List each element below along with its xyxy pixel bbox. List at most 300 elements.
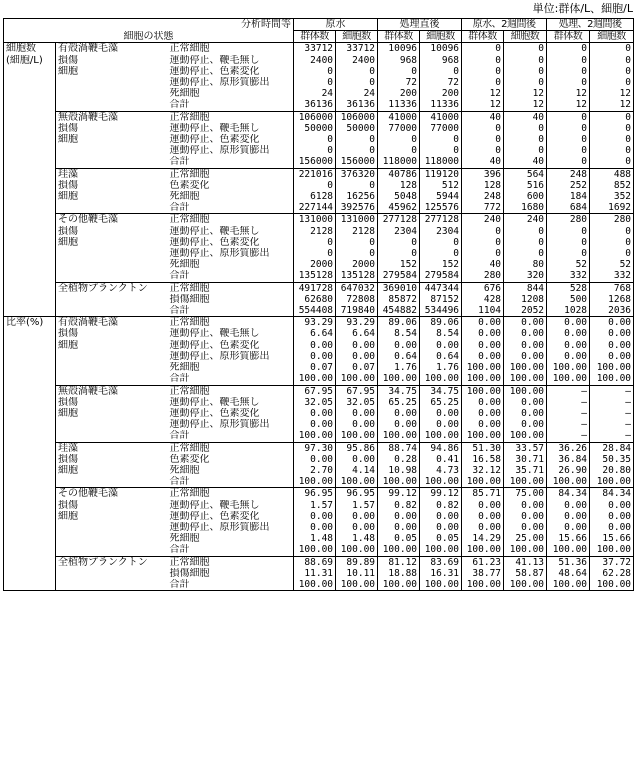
value-cell: 24: [336, 88, 378, 99]
state-label: 運動停止、原形質膨出: [169, 419, 270, 431]
value-cell: 0.00: [378, 522, 420, 533]
group-label: 珪藻: [56, 442, 168, 454]
value-cell: 0: [590, 226, 634, 237]
value-cell: 41.13: [504, 556, 547, 568]
value-cell: 100.00: [462, 544, 504, 556]
value-cell: 5048: [378, 191, 420, 202]
value-cell: 0.00: [378, 511, 420, 522]
section-label: [4, 442, 56, 454]
value-cell: 0: [504, 66, 547, 77]
value-cell: 534496: [420, 305, 462, 317]
header-group-treated: 処理直後: [378, 19, 462, 31]
value-cell: 227144: [294, 202, 336, 214]
value-cell: 0.00: [462, 397, 504, 408]
value-cell: 0: [462, 55, 504, 66]
value-cell: 1.57: [336, 500, 378, 511]
value-cell: 0: [504, 248, 547, 259]
group-label: 全植物プランクトン: [56, 556, 168, 568]
group-label: [56, 77, 168, 88]
value-cell: 0: [294, 134, 336, 145]
value-cell: 118000: [420, 156, 462, 168]
value-cell: 85.71: [462, 488, 504, 500]
value-cell: 1.57: [294, 500, 336, 511]
value-cell: 0.00: [420, 522, 462, 533]
state-label: 運動停止、鞭毛無し: [169, 225, 260, 237]
state-label: 正常細胞: [168, 168, 294, 180]
state-label: 運動停止、色素変化: [169, 510, 260, 522]
group-label: 全植物プランクトン: [56, 282, 168, 294]
value-cell: 0: [462, 226, 504, 237]
value-cell: 33712: [336, 43, 378, 55]
value-cell: 1268: [590, 294, 634, 305]
table-row: [4, 373, 634, 385]
value-cell: 0: [420, 134, 462, 145]
value-cell: 152: [420, 259, 462, 270]
value-cell: 0.00: [590, 511, 634, 522]
value-cell: 0: [462, 77, 504, 88]
group-label: 有殻渦鞭毛藻: [56, 43, 168, 55]
table-row: [4, 442, 634, 454]
value-cell: 528: [547, 282, 590, 294]
value-cell: 684: [547, 202, 590, 214]
table-row: [4, 202, 634, 214]
section-label: [4, 111, 56, 123]
value-cell: 1208: [504, 294, 547, 305]
table-row: [4, 568, 634, 579]
value-cell: 5944: [420, 191, 462, 202]
group-label: [56, 522, 168, 533]
value-cell: 99.12: [420, 488, 462, 500]
value-cell: 0: [462, 66, 504, 77]
table-row: [4, 180, 634, 191]
value-cell: 135128: [336, 270, 378, 282]
value-cell: 88.69: [294, 556, 336, 568]
value-cell: 0.00: [294, 419, 336, 430]
value-cell: 100.00: [294, 373, 336, 385]
value-cell: 1.76: [420, 362, 462, 373]
state-label: 正常細胞: [168, 214, 294, 226]
group-label: 損傷: [56, 55, 168, 66]
value-cell: 392576: [336, 202, 378, 214]
value-cell: 12: [547, 99, 590, 111]
value-cell: 968: [378, 55, 420, 66]
value-cell: 0: [590, 156, 634, 168]
value-cell: 396: [462, 168, 504, 180]
value-cell: 968: [420, 55, 462, 66]
value-cell: 16256: [336, 191, 378, 202]
value-cell: 100.00: [420, 373, 462, 385]
value-cell: 100.00: [378, 430, 420, 442]
value-cell: 100.00: [336, 476, 378, 488]
value-cell: 12: [462, 99, 504, 111]
table-row: [4, 397, 634, 408]
value-cell: 40: [504, 111, 547, 123]
table-row: [4, 248, 634, 259]
value-cell: 0.00: [547, 340, 590, 351]
value-cell: 84.34: [547, 488, 590, 500]
group-label: [56, 419, 168, 430]
header-subcol: 群体数: [378, 31, 420, 43]
value-cell: 0: [336, 66, 378, 77]
group-label: [56, 351, 168, 362]
value-cell: —: [547, 397, 590, 408]
value-cell: 40: [462, 111, 504, 123]
value-cell: 152: [378, 259, 420, 270]
value-cell: 332: [547, 270, 590, 282]
value-cell: 50.35: [590, 454, 634, 465]
state-label: 死細胞: [169, 362, 200, 374]
value-cell: 0: [547, 248, 590, 259]
table-row: [4, 430, 634, 442]
value-cell: 41000: [378, 111, 420, 123]
value-cell: 15.66: [547, 533, 590, 544]
section-label: [4, 500, 56, 511]
state-label: 合計: [169, 99, 190, 111]
value-cell: 100.00: [547, 544, 590, 556]
value-cell: 0: [378, 66, 420, 77]
value-cell: 100.00: [378, 579, 420, 591]
state-label: 運動停止、原形質膨出: [169, 248, 270, 260]
value-cell: 67.95: [336, 385, 378, 397]
value-cell: 184: [547, 191, 590, 202]
value-cell: 0.41: [420, 454, 462, 465]
group-label: 細胞: [56, 237, 168, 248]
value-cell: 0.07: [336, 362, 378, 373]
value-cell: 0.00: [590, 500, 634, 511]
group-label: 有殻渦鞭毛藻: [56, 317, 168, 329]
group-label: 細胞: [56, 408, 168, 419]
value-cell: 119120: [420, 168, 462, 180]
value-cell: 83.69: [420, 556, 462, 568]
value-cell: 0.07: [294, 362, 336, 373]
value-cell: 352: [590, 191, 634, 202]
data-table: [3, 18, 634, 591]
value-cell: 2304: [378, 226, 420, 237]
header-group-raw-2w: 原水、2週間後: [462, 19, 547, 31]
state-label: 合計: [169, 430, 190, 442]
group-label: [56, 145, 168, 156]
value-cell: 0.00: [294, 454, 336, 465]
value-cell: 99.12: [378, 488, 420, 500]
group-label: 無殻渦鞭毛藻: [56, 385, 168, 397]
value-cell: 0: [590, 145, 634, 156]
value-cell: 320: [504, 270, 547, 282]
table-row: [4, 362, 634, 373]
value-cell: 94.86: [420, 442, 462, 454]
value-cell: 332: [590, 270, 634, 282]
value-cell: 1.48: [336, 533, 378, 544]
state-label: 正常細胞: [168, 442, 294, 454]
group-label: 細胞: [56, 465, 168, 476]
table-row: [4, 408, 634, 419]
value-cell: 100.00: [590, 544, 634, 556]
header-row-1: [4, 19, 634, 31]
value-cell: 131000: [294, 214, 336, 226]
value-cell: 0: [504, 123, 547, 134]
group-label: 無殻渦鞭毛藻: [56, 111, 168, 123]
value-cell: 100.00: [462, 476, 504, 488]
value-cell: 0: [336, 237, 378, 248]
state-label: 合計: [168, 579, 294, 591]
group-label: 損傷: [56, 180, 168, 191]
section-label: [4, 180, 56, 191]
value-cell: 248: [462, 191, 504, 202]
value-cell: 200: [420, 88, 462, 99]
value-cell: 500: [547, 294, 590, 305]
value-cell: 719840: [336, 305, 378, 317]
value-cell: 0: [294, 77, 336, 88]
group-label: [56, 579, 168, 591]
value-cell: 81.12: [378, 556, 420, 568]
value-cell: 4.73: [420, 465, 462, 476]
value-cell: 564: [504, 168, 547, 180]
value-cell: 12: [590, 99, 634, 111]
table-row: [4, 270, 634, 282]
value-cell: 0.00: [547, 500, 590, 511]
value-cell: 100.00: [294, 579, 336, 591]
value-cell: 156000: [336, 156, 378, 168]
value-cell: 0: [378, 145, 420, 156]
state-label: 運動停止、色素変化: [169, 134, 260, 146]
group-label: [56, 373, 168, 385]
value-cell: 0.00: [294, 522, 336, 533]
value-cell: 100.00: [420, 544, 462, 556]
value-cell: 0.00: [504, 328, 547, 339]
state-label: 運動停止、色素変化: [169, 407, 260, 419]
header-row-2: [4, 31, 634, 43]
value-cell: 447344: [420, 282, 462, 294]
value-cell: 0: [504, 237, 547, 248]
value-cell: 0.00: [420, 419, 462, 430]
header-state-label: 細胞の状態: [4, 31, 294, 43]
table-row: [4, 99, 634, 111]
value-cell: 0: [504, 226, 547, 237]
value-cell: 240: [462, 214, 504, 226]
value-cell: 676: [462, 282, 504, 294]
state-label: 合計: [169, 544, 190, 556]
state-label: 死細胞: [169, 191, 200, 203]
value-cell: 52: [547, 259, 590, 270]
value-cell: 0.00: [462, 419, 504, 430]
value-cell: 0.00: [378, 408, 420, 419]
value-cell: 0.00: [336, 340, 378, 351]
value-cell: 0: [462, 145, 504, 156]
value-cell: 6.64: [336, 328, 378, 339]
section-label: [4, 511, 56, 522]
value-cell: 65.25: [378, 397, 420, 408]
value-cell: 0.00: [336, 351, 378, 362]
value-cell: 96.95: [336, 488, 378, 500]
section-label: [4, 237, 56, 248]
value-cell: 0.00: [462, 522, 504, 533]
value-cell: 62.28: [590, 568, 634, 579]
value-cell: 2400: [294, 55, 336, 66]
table-row: [4, 317, 634, 329]
value-cell: 516: [504, 180, 547, 191]
header-group-treated-2w: 処理、2週間後: [547, 19, 634, 31]
value-cell: 15.66: [590, 533, 634, 544]
value-cell: 50000: [336, 123, 378, 134]
group-label: 損傷: [56, 226, 168, 237]
section-label: [4, 168, 56, 180]
state-label: 合計: [169, 270, 190, 282]
value-cell: 36136: [336, 99, 378, 111]
state-label: 運動停止、鞭毛無し: [169, 328, 260, 340]
state-label: 運動停止、原形質膨出: [169, 145, 270, 157]
table-row: [4, 454, 634, 465]
state-label: 損傷細胞: [169, 293, 210, 305]
section-label: [4, 156, 56, 168]
value-cell: 2128: [294, 226, 336, 237]
value-cell: 16.31: [420, 568, 462, 579]
value-cell: 11336: [378, 99, 420, 111]
value-cell: 33712: [294, 43, 336, 55]
value-cell: 0: [420, 248, 462, 259]
value-cell: 0: [547, 123, 590, 134]
state-label: 運動停止、原形質膨出: [169, 350, 270, 362]
section-label: [4, 579, 56, 591]
value-cell: 0: [590, 123, 634, 134]
value-cell: 0.00: [420, 511, 462, 522]
table-row: [4, 66, 634, 77]
value-cell: 10096: [420, 43, 462, 55]
value-cell: 93.29: [336, 317, 378, 329]
value-cell: 0: [547, 237, 590, 248]
value-cell: 100.00: [378, 373, 420, 385]
value-cell: 97.30: [294, 442, 336, 454]
value-cell: 100.00: [462, 430, 504, 442]
value-cell: 0: [462, 237, 504, 248]
value-cell: 0: [462, 43, 504, 55]
value-cell: 20.80: [590, 465, 634, 476]
section-label: [4, 397, 56, 408]
section-label: [4, 259, 56, 270]
value-cell: 2000: [294, 259, 336, 270]
value-cell: 0.00: [462, 500, 504, 511]
value-cell: 62680: [294, 294, 336, 305]
value-cell: 252: [547, 180, 590, 191]
value-cell: 454882: [378, 305, 420, 317]
state-label: 正常細胞: [168, 317, 294, 329]
value-cell: 51.30: [462, 442, 504, 454]
value-cell: 58.87: [504, 568, 547, 579]
table-row: [4, 134, 634, 145]
section-label: [4, 134, 56, 145]
group-label: 損傷: [56, 454, 168, 465]
state-label: 運動停止、色素変化: [169, 339, 260, 351]
value-cell: 0.00: [462, 340, 504, 351]
table-row: [4, 168, 634, 180]
group-label: 損傷: [56, 123, 168, 134]
value-cell: 0: [547, 226, 590, 237]
value-cell: 128: [462, 180, 504, 191]
group-label: [56, 430, 168, 442]
value-cell: 279584: [420, 270, 462, 282]
section-label: [4, 556, 56, 568]
value-cell: 491728: [294, 282, 336, 294]
value-cell: 16.58: [462, 454, 504, 465]
value-cell: 100.00: [504, 362, 547, 373]
value-cell: 512: [420, 180, 462, 191]
section-label: [4, 214, 56, 226]
table-row: [4, 43, 634, 55]
table-row: [4, 214, 634, 226]
value-cell: 0.00: [420, 340, 462, 351]
value-cell: 12: [504, 88, 547, 99]
state-label: 色素変化: [169, 453, 210, 465]
value-cell: 100.00: [378, 544, 420, 556]
value-cell: 1.48: [294, 533, 336, 544]
value-cell: 0.64: [420, 351, 462, 362]
value-cell: 0: [378, 248, 420, 259]
value-cell: 0.00: [378, 340, 420, 351]
value-cell: 0.00: [547, 511, 590, 522]
table-row: [4, 145, 634, 156]
value-cell: 0.00: [547, 351, 590, 362]
value-cell: 240: [504, 214, 547, 226]
value-cell: 41000: [420, 111, 462, 123]
value-cell: 0: [547, 145, 590, 156]
table-row: [4, 123, 634, 134]
value-cell: 0: [590, 248, 634, 259]
group-label: 珪藻: [56, 168, 168, 180]
section-label: [4, 305, 56, 317]
value-cell: 33.57: [504, 442, 547, 454]
value-cell: 1692: [590, 202, 634, 214]
group-label: [56, 248, 168, 259]
table-body: [4, 43, 634, 591]
group-label: [56, 568, 168, 579]
value-cell: 0: [590, 55, 634, 66]
state-label: 正常細胞: [168, 111, 294, 123]
value-cell: 156000: [294, 156, 336, 168]
value-cell: 600: [504, 191, 547, 202]
section-label: [4, 430, 56, 442]
table-row: [4, 385, 634, 397]
section-label: [4, 488, 56, 500]
value-cell: 12: [590, 88, 634, 99]
value-cell: 0.00: [590, 328, 634, 339]
value-cell: 128: [378, 180, 420, 191]
value-cell: 100.00: [547, 579, 590, 591]
value-cell: 40786: [378, 168, 420, 180]
value-cell: 4.14: [336, 465, 378, 476]
value-cell: 0.00: [294, 340, 336, 351]
value-cell: 0: [294, 145, 336, 156]
section-label: [4, 465, 56, 476]
value-cell: 0.00: [504, 340, 547, 351]
value-cell: 25.00: [504, 533, 547, 544]
section-label: [4, 476, 56, 488]
value-cell: —: [590, 430, 634, 442]
value-cell: 95.86: [336, 442, 378, 454]
value-cell: 72: [378, 77, 420, 88]
value-cell: 0: [336, 77, 378, 88]
value-cell: 0: [504, 134, 547, 145]
value-cell: 0.00: [590, 522, 634, 533]
value-cell: 118000: [378, 156, 420, 168]
table-row: [4, 511, 634, 522]
table-row: [4, 77, 634, 88]
value-cell: 0: [504, 77, 547, 88]
value-cell: 100.00: [547, 362, 590, 373]
value-cell: 0: [420, 145, 462, 156]
value-cell: 32.05: [294, 397, 336, 408]
unit-label: 単位:群体/L、細胞/L: [532, 2, 633, 15]
value-cell: 279584: [378, 270, 420, 282]
state-label: 運動停止、鞭毛無し: [169, 396, 260, 408]
value-cell: 2128: [336, 226, 378, 237]
